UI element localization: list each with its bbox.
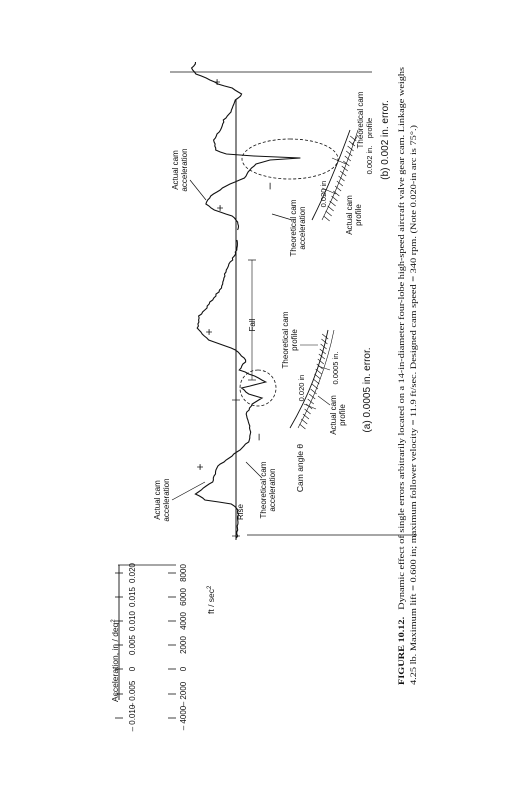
- hatch-line: [313, 379, 319, 384]
- hatch-line: [326, 211, 332, 216]
- panel-a-plus-bottom: +: [202, 328, 216, 336]
- svg-text:0.002 in.: 0.002 in.: [365, 145, 374, 175]
- panel-b-acceleration-curve: [192, 62, 301, 230]
- panel-a-theoretical-profile-label: [281, 311, 318, 368]
- inner-tick-label-6: – 0.010: [128, 704, 137, 732]
- panel-a: [153, 100, 417, 540]
- axis-group: [110, 562, 216, 731]
- panel-a-error-label: 0.0005 in.: [331, 351, 340, 385]
- outer-tick-label-0: 8000: [179, 564, 188, 582]
- inner-tick-label-4: 0: [128, 666, 137, 672]
- svg-text:acceleration: acceleration: [298, 206, 307, 250]
- svg-text:Theoretical cam: Theoretical cam: [289, 199, 298, 257]
- panel-b-actual-accel-label: [171, 148, 206, 200]
- panel-b-profile-inset: [312, 91, 374, 235]
- panel-b-plus-top: +: [210, 78, 224, 86]
- panel-b-dim-label: 0.020 in: [319, 180, 328, 208]
- inner-tick-label-3: 0.005: [128, 634, 137, 656]
- panel-a-theoretical-accel-label: [246, 461, 277, 518]
- outer-axis-label: ft / $\sec^2$: [206, 585, 216, 614]
- panel-a-cam-angle-label: Cam angle θ: [295, 443, 305, 493]
- svg-text:acceleration: acceleration: [180, 148, 189, 192]
- panel-a-minus: –: [251, 433, 265, 441]
- outer-tick-label-2: 4000: [179, 612, 188, 630]
- hatch-line: [314, 374, 320, 379]
- svg-text:profile: profile: [338, 404, 347, 426]
- svg-text:Theoretical cam: Theoretical cam: [281, 311, 290, 369]
- svg-text:Rise: Rise: [236, 503, 245, 520]
- inner-tick-label-5: – 0.005: [128, 680, 137, 708]
- hatch-line: [301, 419, 307, 424]
- panel-a-subtitle: (a) 0.0005 in. error.: [362, 347, 373, 433]
- outer-tick-label-1: 6000: [179, 588, 188, 606]
- svg-text:Actual cam: Actual cam: [329, 395, 338, 435]
- rotated-figure: [110, 60, 418, 750]
- inner-tick-label-0: 0.020: [128, 562, 137, 584]
- hatch-line: [328, 206, 334, 211]
- svg-text:Fall: Fall: [248, 318, 257, 332]
- panel-a-fall-arrow: [248, 260, 257, 380]
- svg-text:acceleration: acceleration: [162, 478, 171, 522]
- figure-caption: [396, 66, 418, 685]
- svg-text:Actual cam: Actual cam: [345, 195, 354, 235]
- svg-text:acceleration: acceleration: [268, 468, 277, 512]
- svg-text:profile: profile: [290, 329, 299, 351]
- panel-b: [170, 60, 391, 750]
- panel-a-profile-inset: [281, 311, 347, 435]
- hatch-line: [311, 389, 317, 394]
- svg-text:profile: profile: [365, 117, 374, 139]
- inner-tick-label-2: 0.010: [128, 610, 137, 632]
- hatch-line: [342, 166, 348, 171]
- panel-b-minus: –: [262, 182, 276, 190]
- hatch-line: [321, 339, 327, 344]
- panel-b-theoretical-profile-label: [352, 91, 365, 148]
- panel-b-plus-bottom: +: [213, 204, 227, 212]
- outer-tick-label-4: 0: [179, 666, 188, 672]
- svg-text:profile: profile: [354, 204, 363, 226]
- hatch-line: [306, 404, 312, 409]
- panel-b-subtitle: (b) 0.002 in. error.: [380, 100, 391, 180]
- panel-a-acceleration-curve: [195, 240, 265, 538]
- panel-a-plus-top: +: [193, 463, 207, 471]
- outer-tick-marks: [118, 565, 176, 718]
- inner-tick-label-1: 0.015: [128, 586, 137, 608]
- panel-b-theoretical-accel-label: [272, 199, 307, 256]
- caption-line-2: 4.25 lb. Maximum lift = 0.600 in; maximum follower velocity = 11.9 ft/sec. Designed cam speed = 340 rpm. (Note 0.020-in arc is 75°.): [408, 218, 418, 685]
- svg-text:Theoretical cam: Theoretical cam: [356, 91, 365, 149]
- hatch-line: [299, 424, 305, 429]
- hatch-line: [308, 399, 314, 404]
- panel-b-error-label: [365, 118, 374, 175]
- panel-a-dim-label: 0.020 in: [297, 374, 306, 402]
- svg-text:Actual cam: Actual cam: [153, 480, 162, 520]
- panel-b-actual-profile-label: [345, 195, 363, 235]
- svg-text:Theoretical cam: Theoretical cam: [259, 461, 268, 519]
- outer-tick-label-6: – 4000: [179, 705, 188, 731]
- svg-text:Actual cam: Actual cam: [171, 150, 180, 190]
- caption-line-1: FIGURE 10.12.Dynamic effect of single errors arbitrarily located on a 14-in-diameter four-lobe high-speed aircraft valve gear cam. Linkage weighs: [396, 155, 406, 685]
- outer-tick-label-3: 2000: [179, 636, 188, 654]
- hatch-line: [324, 216, 330, 221]
- panel-a-actual-profile-label: [318, 395, 347, 435]
- panel-a-actual-accel-label: [153, 478, 205, 521]
- inner-axis-label: Acceleration, in / deg$^2$: [110, 619, 120, 702]
- outer-tick-label-5: – 2000: [179, 681, 188, 707]
- hatch-line: [330, 201, 336, 206]
